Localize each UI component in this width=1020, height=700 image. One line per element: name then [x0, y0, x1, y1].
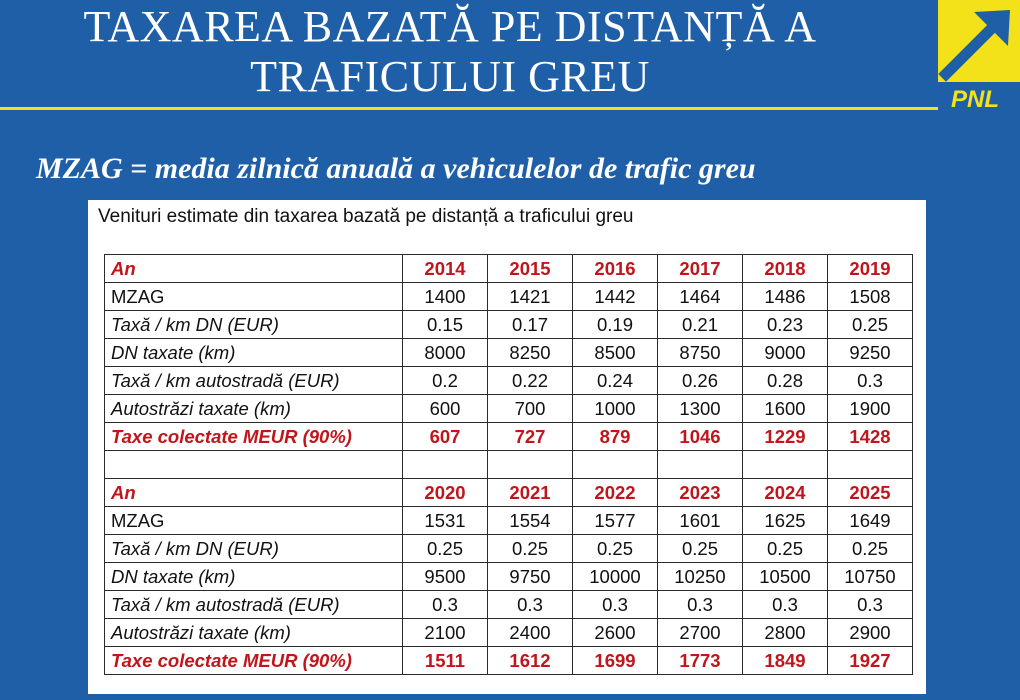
table-header-row	[105, 255, 913, 283]
total-label: Taxe colectate MEUR (90%)	[105, 423, 403, 451]
mzag-definition: MZAG = media zilnică anuală a vehiculelor de trafic greu	[36, 152, 756, 185]
header-cell: An	[105, 255, 403, 283]
table-cell: 0.25	[828, 311, 913, 339]
total-cell: 1927	[828, 647, 913, 675]
total-row	[105, 647, 913, 675]
table-cell: 0.3	[403, 591, 488, 619]
table-row	[105, 311, 913, 339]
header-cell: 2016	[573, 255, 658, 283]
header-cell: 2014	[403, 255, 488, 283]
table-cell: 0.25	[488, 535, 573, 563]
table-cell: 0.25	[573, 535, 658, 563]
table-cell: 0.23	[743, 311, 828, 339]
empty-cell	[403, 451, 488, 479]
table-header-row	[105, 479, 913, 507]
table-cell: 1421	[488, 283, 573, 311]
total-cell: 1773	[658, 647, 743, 675]
header-cell: An	[105, 479, 403, 507]
table-cell: 10000	[573, 563, 658, 591]
total-cell: 879	[573, 423, 658, 451]
table-cell: 10500	[743, 563, 828, 591]
header-cell: 2015	[488, 255, 573, 283]
table-cell: 0.25	[743, 535, 828, 563]
table-cell: 0.3	[488, 591, 573, 619]
table-cell: 0.3	[828, 591, 913, 619]
table-cell: 1000	[573, 395, 658, 423]
table-cell: 0.22	[488, 367, 573, 395]
table-cell: 1400	[403, 283, 488, 311]
total-cell: 1612	[488, 647, 573, 675]
table-cell: 0.3	[828, 367, 913, 395]
pnl-logo	[938, 0, 1020, 82]
panel-caption: Venituri estimate din taxarea bazată pe distanță a traficului greu	[98, 206, 634, 227]
row-label: DN taxate (km)	[105, 339, 403, 367]
table-cell: 1464	[658, 283, 743, 311]
table-cell: 600	[403, 395, 488, 423]
total-label: Taxe colectate MEUR (90%)	[105, 647, 403, 675]
table-row	[105, 339, 913, 367]
table-row	[105, 619, 913, 647]
row-label: DN taxate (km)	[105, 563, 403, 591]
header-cell: 2022	[573, 479, 658, 507]
total-cell: 1511	[403, 647, 488, 675]
empty-cell	[658, 451, 743, 479]
header-cell: 2021	[488, 479, 573, 507]
table-cell: 2800	[743, 619, 828, 647]
empty-cell	[828, 451, 913, 479]
empty-cell	[573, 451, 658, 479]
pnl-logo-text: PNL	[951, 86, 999, 113]
table-row	[105, 367, 913, 395]
table-cell: 9250	[828, 339, 913, 367]
table-cell: 9500	[403, 563, 488, 591]
table-cell: 8000	[403, 339, 488, 367]
header-cell: 2017	[658, 255, 743, 283]
table-row	[105, 283, 913, 311]
table-cell: 0.3	[658, 591, 743, 619]
table-cell: 0.2	[403, 367, 488, 395]
table-row	[105, 395, 913, 423]
header-cell: 2025	[828, 479, 913, 507]
table-cell: 0.17	[488, 311, 573, 339]
table-cell: 2900	[828, 619, 913, 647]
table-cell: 1600	[743, 395, 828, 423]
slide-title	[0, 2, 900, 102]
table-cell: 0.3	[573, 591, 658, 619]
row-label: MZAG	[105, 283, 403, 311]
table-row	[105, 591, 913, 619]
table-cell: 2600	[573, 619, 658, 647]
total-cell: 1699	[573, 647, 658, 675]
table-cell: 0.15	[403, 311, 488, 339]
empty-cell	[488, 451, 573, 479]
table-cell: 1625	[743, 507, 828, 535]
empty-cell	[105, 451, 403, 479]
table-cell: 1531	[403, 507, 488, 535]
title-line-1: TAXAREA BAZATĂ PE DISTANȚĂ A	[83, 2, 817, 51]
table-row	[105, 507, 913, 535]
table-cell: 1508	[828, 283, 913, 311]
total-row	[105, 423, 913, 451]
title-divider	[0, 107, 938, 110]
table-cell: 1649	[828, 507, 913, 535]
row-label: Taxă / km autostradă (EUR)	[105, 591, 403, 619]
table-cell: 9750	[488, 563, 573, 591]
table-cell: 0.24	[573, 367, 658, 395]
total-cell: 1229	[743, 423, 828, 451]
table-cell: 10250	[658, 563, 743, 591]
revenue-panel	[88, 200, 926, 694]
table-cell: 0.25	[828, 535, 913, 563]
table-cell: 700	[488, 395, 573, 423]
total-cell: 1428	[828, 423, 913, 451]
table-cell: 8750	[658, 339, 743, 367]
table-cell: 2700	[658, 619, 743, 647]
table-cell: 1577	[573, 507, 658, 535]
table-cell: 1442	[573, 283, 658, 311]
table-cell: 0.3	[743, 591, 828, 619]
table-cell: 10750	[828, 563, 913, 591]
header-cell: 2024	[743, 479, 828, 507]
table-cell: 1300	[658, 395, 743, 423]
table-row	[105, 563, 913, 591]
total-cell: 607	[403, 423, 488, 451]
row-label: Autostrăzi taxate (km)	[105, 395, 403, 423]
table-cell: 8500	[573, 339, 658, 367]
row-label: MZAG	[105, 507, 403, 535]
row-label: Taxă / km autostradă (EUR)	[105, 367, 403, 395]
total-cell: 1046	[658, 423, 743, 451]
table-cell: 0.25	[658, 535, 743, 563]
header-cell: 2019	[828, 255, 913, 283]
table-cell: 0.25	[403, 535, 488, 563]
table-row	[105, 535, 913, 563]
table-cell: 0.21	[658, 311, 743, 339]
table-cell: 9000	[743, 339, 828, 367]
table-cell: 2100	[403, 619, 488, 647]
row-label: Autostrăzi taxate (km)	[105, 619, 403, 647]
total-cell: 727	[488, 423, 573, 451]
title-line-2: TRAFICULUI GREU	[250, 52, 650, 101]
row-label: Taxă / km DN (EUR)	[105, 311, 403, 339]
header-cell: 2020	[403, 479, 488, 507]
header-cell: 2023	[658, 479, 743, 507]
header-cell: 2018	[743, 255, 828, 283]
row-label: Taxă / km DN (EUR)	[105, 535, 403, 563]
table-cell: 0.19	[573, 311, 658, 339]
table-cell: 0.26	[658, 367, 743, 395]
table-cell: 1486	[743, 283, 828, 311]
total-cell: 1849	[743, 647, 828, 675]
empty-cell	[743, 451, 828, 479]
revenue-table	[104, 254, 913, 675]
table-cell: 1554	[488, 507, 573, 535]
table-cell: 2400	[488, 619, 573, 647]
table-cell: 1900	[828, 395, 913, 423]
spacer-row	[105, 451, 913, 479]
table-cell: 0.28	[743, 367, 828, 395]
arrow-up-right-icon	[938, 0, 1020, 82]
table-cell: 1601	[658, 507, 743, 535]
table-cell: 8250	[488, 339, 573, 367]
